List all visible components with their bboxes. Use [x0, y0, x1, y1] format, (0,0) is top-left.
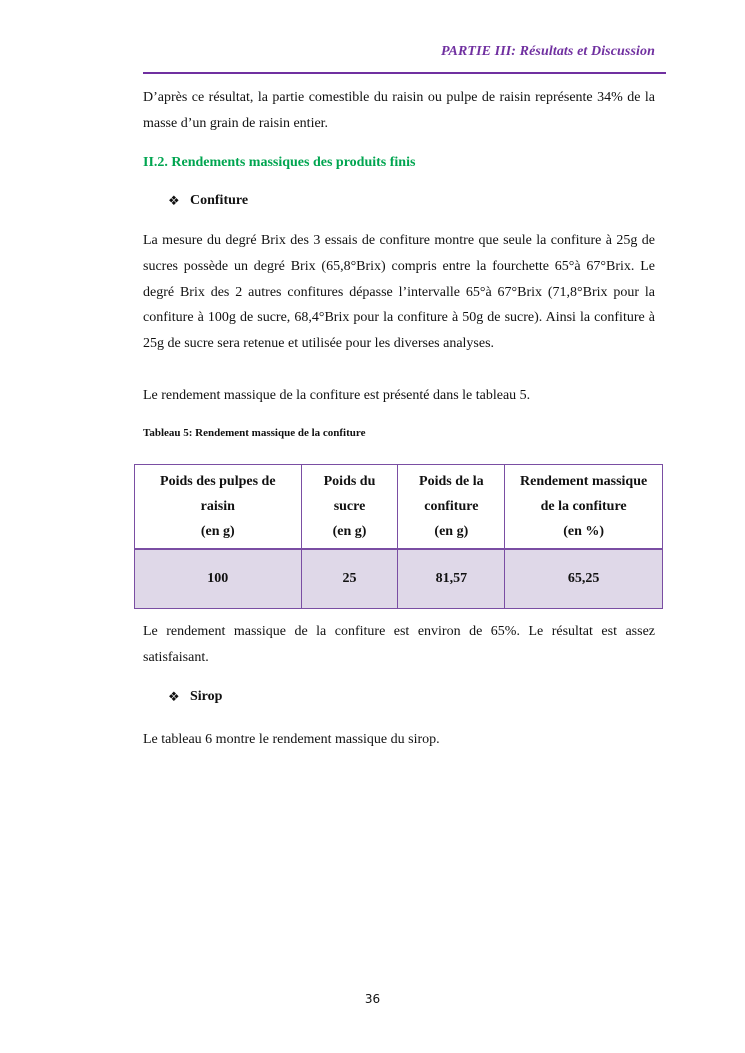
header-sugar-weight: Poids du sucre (en g) — [301, 465, 398, 550]
confiture-heading-label: Confiture — [190, 193, 249, 208]
sirop-heading-label: Sirop — [190, 689, 223, 704]
header-mass-yield: Rendement massique de la confiture (en %) — [505, 465, 663, 550]
confiture-heading — [168, 193, 248, 209]
yield-table — [134, 464, 663, 609]
table-intro-paragraph: Le rendement massique de la confiture est présenté dans le tableau 5. — [143, 388, 531, 403]
header-rule — [143, 72, 666, 74]
sirop-paragraph: Le tableau 6 montre le rendement massique du sirop. — [143, 732, 440, 747]
bullet-diamond-icon: ❖ — [168, 689, 180, 704]
table-header-row — [135, 465, 663, 550]
cell-mass-yield: 65,25 — [505, 549, 663, 609]
cell-sugar-weight: 25 — [301, 549, 398, 609]
bullet-diamond-icon: ❖ — [168, 193, 180, 208]
sirop-heading — [168, 689, 222, 705]
cell-jam-weight: 81,57 — [398, 549, 505, 609]
header-pulp-weight: Poids des pulpes de raisin (en g) — [135, 465, 302, 550]
header-jam-weight: Poids de la confiture (en g) — [398, 465, 505, 550]
table-caption: Tableau 5: Rendement massique de la confiture — [143, 427, 366, 439]
conclusion-paragraph: Le rendement massique de la confiture est environ de 65%. Le résultat est assez satisfaisant. — [143, 624, 655, 665]
intro-paragraph: D’après ce résultat, la partie comestible du raisin ou pulpe de raisin représente 34% de la masse d’un grain de raisin entier. — [143, 90, 655, 131]
cell-pulp-weight: 100 — [135, 549, 302, 609]
header-title: PARTIE III: Résultats et Discussion — [440, 44, 655, 59]
page-number: 36 — [364, 992, 381, 1006]
table-row — [135, 549, 663, 609]
confiture-paragraph: La mesure du degré Brix des 3 essais de confiture montre que seule la confiture à 25g de sucres possède un degré Brix (65,8°Brix) compris entre la fourchette 65°à 67°Brix. Le degré Brix des 2 autres confitures dépasse l’intervalle 65°à 67°Brix (71,8°Brix pour la confiture à 100g de sucre, 68,4°Brix pour la confiture à 50g de sucre). Ainsi la confiture à 25g de sucre sera retenue et utilisée pour les diverses analyses. — [143, 233, 655, 352]
section-heading: II.2. Rendements massiques des produits finis — [143, 155, 416, 170]
